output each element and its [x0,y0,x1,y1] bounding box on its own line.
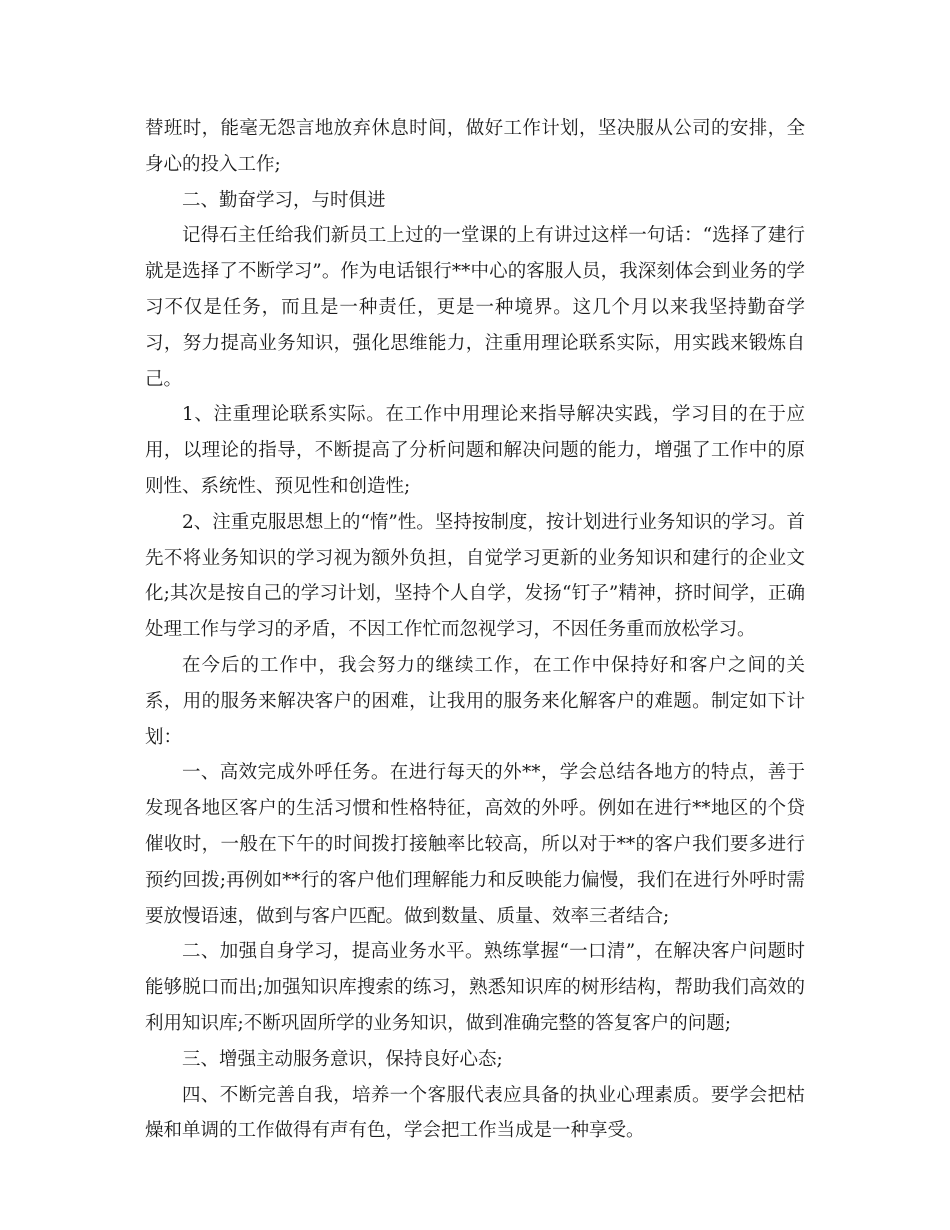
paragraph: 四、不断完善自我，培养一个客服代表应具备的执业心理素质。要学会把枯燥和单调的工作做得有声有色，学会把工作当成是一种享受。 [145,1084,805,1142]
document-body [145,111,805,1149]
paragraph: 一、高效完成外呼任务。在进行每天的外**，学会总结各地方的特点，善于发现各地区客户的生活习惯和性格特征，高效的外呼。例如在进行**地区的个贷催收时，一般在下午的时间拨打接触率比较高，所以对于**的客户我们要多进行预约回拨;再例如**行的客户他们理解能力和反映能力偏慢，我们在进行外呼时需要放慢语速，做到与客户匹配。做到数量、质量、效率三者结合; [145,762,805,927]
paragraph: 记得石主任给我们新员工上过的一堂课的上有讲过这样一句话：“选择了建行就是选择了不断学习”。作为电话银行**中心的客服人员，我深刻体会到业务的学习不仅是任务，而且是一种责任，更是一种境界。这几个月以来我坚持勤奋学习，努力提高业务知识，强化思维能力，注重用理论联系实际，用实践来锻炼自己。 [145,225,805,390]
paragraph: 二、加强自身学习，提高业务水平。熟练掌握“一口清”，在解决客户问题时能够脱口而出;加强知识库搜索的练习，熟悉知识库的树形结构，帮助我们高效的利用知识库;不断巩固所学的业务知识，做到准确完整的答复客户的问题; [145,941,805,1034]
paragraph: 三、增强主动服务意识，保持良好心态; [182,1048,503,1070]
paragraph: 1、注重理论联系实际。在工作中用理论来指导解决实践，学习目的在于应用，以理论的指导，不断提高了分析问题和解决问题的能力，增强了工作中的原则性、系统性、预见性和创造性; [145,404,805,497]
paragraph: 2、注重克服思想上的“惰”性。坚持按制度，按计划进行业务知识的学习。首先不将业务知识的学习视为额外负担，自觉学习更新的业务知识和建行的企业文化;其次是按自己的学习计划，坚持个人自学，发扬“钉子”精神，挤时间学，正确处理工作与学习的矛盾，不因工作忙而忽视学习，不因任务重而放松学习。 [145,511,805,641]
paragraph: 替班时，能毫无怨言地放弃休息时间，做好工作计划，坚决服从公司的安排，全身心的投入工作; [145,118,805,175]
paragraph: 在今后的工作中，我会努力的继续工作，在工作中保持好和客户之间的关系，用的服务来解决客户的困难，让我用的服务来化解客户的难题。制定如下计划： [145,654,805,748]
section-heading: 二、勤奋学习，与时俱进 [182,189,386,211]
